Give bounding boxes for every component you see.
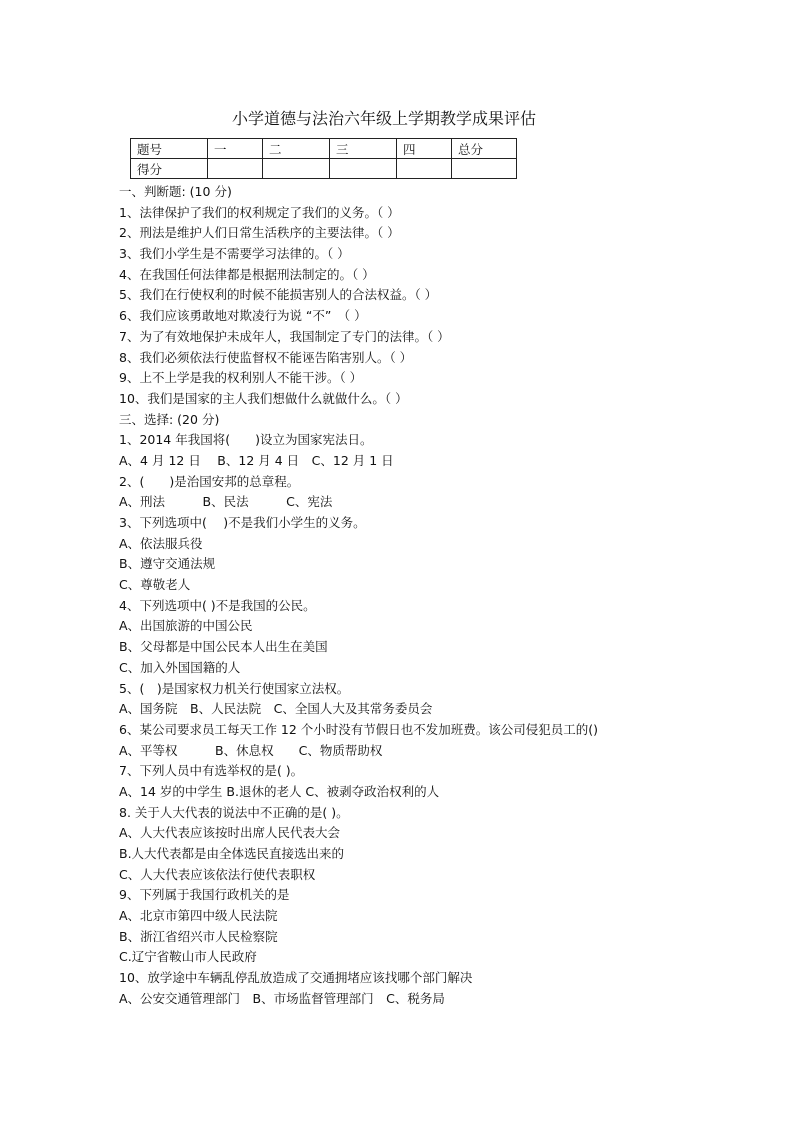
text-line: A、人大代表应该按时出席人民代表大会 [119, 825, 341, 841]
text-line: 1、2014 年我国将( )设立为国家宪法日。 [119, 432, 373, 448]
text-line: C、尊敬老人 [119, 577, 191, 593]
text-line: B、浙江省绍兴市人民检察院 [119, 928, 278, 944]
text-line: 4、在我国任何法律都是根据刑法制定的。（ ） [119, 266, 375, 282]
text-line: C.辽宁省鞍山市人民政府 [119, 949, 257, 965]
text-line: 5、( )是国家权力机关行使国家立法权。 [119, 680, 350, 696]
text-line: 3、我们小学生是不需要学习法律的。（ ） [119, 246, 350, 262]
text-line: 10、我们是国家的主人我们想做什么就做什么。（ ） [119, 390, 408, 406]
score-table-score-row [131, 159, 517, 179]
page-title: 小学道德与法治六年级上学期教学成果评估 [231, 109, 536, 128]
text-line: 9、上不上学是我的权利别人不能干涉。（ ） [119, 370, 363, 386]
score-table-header-row [131, 139, 517, 159]
score-table [130, 138, 517, 179]
text-line: 4、下列选项中( )不是我国的公民。 [119, 597, 316, 613]
text-line: 3、下列选项中( )不是我们小学生的义务。 [119, 515, 366, 530]
text-line: 一、判断题: (10 分) [119, 184, 232, 199]
text-line: 9、下列属于我国行政机关的是 [119, 887, 290, 903]
text-line: B.人大代表都是由全体选民直接选出来的 [119, 846, 345, 861]
text-line: A、国务院 B、人民法院 C、全国人大及其常务委员会 [119, 701, 433, 717]
score-input-cell[interactable] [208, 159, 263, 179]
text-line: A、刑法 B、民法 C、宪法 [119, 494, 333, 510]
text-line: 10、放学途中车辆乱停乱放造成了交通拥堵应该找哪个部门解决 [119, 970, 473, 986]
text-line: B、遵守交通法规 [119, 556, 216, 572]
score-row-label: 得分 [131, 159, 208, 179]
question-list [119, 182, 719, 1010]
score-input-cell[interactable] [397, 159, 452, 179]
score-header-cell: 一 [208, 139, 263, 159]
text-line: A、依法服兵役 [119, 535, 203, 551]
text-line: C、加入外国国籍的人 [119, 659, 241, 675]
text-line: A、4 月 12 日 B、12 月 4 日 C、12 月 1 日 [119, 452, 394, 468]
text-line: 三、选择: (20 分) [119, 411, 220, 427]
score-input-cell[interactable] [330, 159, 397, 179]
text-line: A、14 岁的中学生 B.退休的老人 C、被剥夺政治权利的人 [119, 783, 440, 799]
text-line: 1、法律保护了我们的权利规定了我们的义务。（ ） [119, 204, 400, 220]
text-line: A、平等权 B、休息权 C、物质帮助权 [119, 742, 383, 758]
text-line: 7、为了有效地保护未成年人，我国制定了专门的法律。（ ） [119, 328, 450, 344]
text-line: 8、我们必须依法行使监督权不能诬告陷害别人。（ ） [119, 349, 413, 365]
text-line: A、北京市第四中级人民法院 [119, 908, 278, 924]
text-line: B、父母都是中国公民本人出生在美国 [119, 639, 328, 655]
text-line: 6、我们应该勇敢地对欺凌行为说 “不” （ ） [119, 308, 367, 324]
text-line: 7、下列人员中有选举权的是( )。 [119, 763, 304, 779]
text-line: 5、我们在行使权利的时候不能损害别人的合法权益。（ ） [119, 287, 438, 303]
score-input-cell[interactable] [452, 159, 517, 179]
score-header-cell: 总分 [452, 139, 517, 159]
text-line: A、出国旅游的中国公民 [119, 618, 253, 634]
text-line: 8. 关于人大代表的说法中不正确的是( )。 [119, 804, 349, 820]
score-input-cell[interactable] [263, 159, 330, 179]
score-header-cell: 题号 [131, 139, 208, 159]
score-header-cell: 二 [263, 139, 330, 159]
score-header-cell: 三 [330, 139, 397, 159]
text-line: A、公安交通管理部门 B、市场监督管理部门 C、税务局 [119, 990, 445, 1006]
score-header-cell: 四 [397, 139, 452, 159]
text-line: C、人大代表应该依法行使代表职权 [119, 866, 316, 882]
text-line: 6、某公司要求员工每天工作 12 个小时没有节假日也不发加班费。该公司侵犯员工的() [119, 721, 599, 737]
text-line: 2、刑法是维护人们日常生活秩序的主要法律。（ ） [119, 225, 400, 241]
text-line: 2、( )是治国安邦的总章程。 [119, 473, 300, 489]
